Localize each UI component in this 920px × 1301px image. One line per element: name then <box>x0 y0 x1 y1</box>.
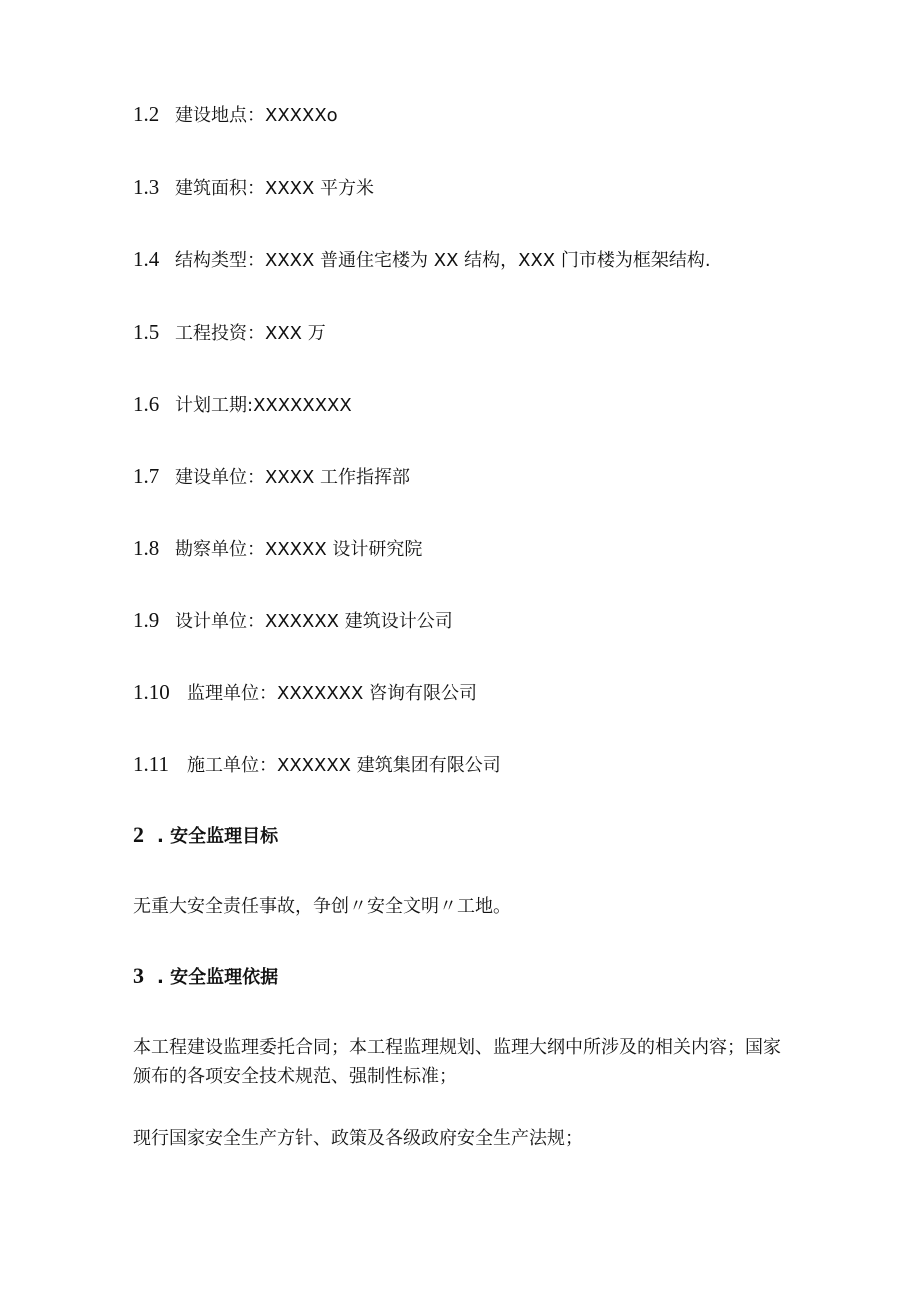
section-number: 2 <box>133 822 144 847</box>
item-1-2 <box>133 102 338 128</box>
item-text: 施工单位：XXXXXX 建筑集团有限公司 <box>187 755 501 776</box>
item-1-6 <box>133 392 352 418</box>
item-text: 计划工期:XXXXXXXX <box>175 395 352 416</box>
item-number: 1.10 <box>133 680 170 704</box>
item-number: 1.6 <box>133 392 160 416</box>
item-text: 设计单位：XXXXXX 建筑设计公司 <box>175 611 453 632</box>
item-1-9 <box>133 608 453 634</box>
section-number: 3 <box>133 963 144 988</box>
item-text: 勘察单位：XXXXX 设计研究院 <box>175 539 423 560</box>
item-1-5 <box>133 320 326 346</box>
item-text: 监理单位：XXXXXXX 咨询有限公司 <box>187 683 478 704</box>
item-text: 结构类型：XXXX 普通住宅楼为 XX 结构，XXX 门市楼为框架结构. <box>175 250 711 271</box>
item-1-11 <box>133 752 501 778</box>
item-number: 1.11 <box>133 752 169 776</box>
section-title: . 安全监理目标 <box>157 826 279 847</box>
item-number: 1.4 <box>133 247 160 271</box>
section-2-body: 无重大安全责任事故，争创〃安全文明〃工地。 <box>133 896 511 917</box>
item-1-7 <box>133 464 410 490</box>
item-number: 1.9 <box>133 608 160 632</box>
item-text: 工程投资：XXX 万 <box>175 323 326 344</box>
item-text: 建设地点：XXXXXo <box>175 105 338 126</box>
item-number: 1.8 <box>133 536 160 560</box>
item-number: 1.2 <box>133 102 160 126</box>
item-1-3 <box>133 175 374 201</box>
item-1-4 <box>133 247 711 273</box>
item-number: 1.7 <box>133 464 160 488</box>
item-number: 1.3 <box>133 175 160 199</box>
item-text: 建筑面积：XXXX 平方米 <box>175 178 375 199</box>
section-title: . 安全监理依据 <box>157 967 279 988</box>
section-3-heading <box>133 964 278 990</box>
item-text: 建设单位：XXXX 工作指挥部 <box>175 467 411 488</box>
section-3-paragraph-2: 现行国家安全生产方针、政策及各级政府安全生产法规； <box>133 1128 583 1149</box>
item-number: 1.5 <box>133 320 160 344</box>
item-1-10 <box>133 680 477 706</box>
section-2-heading <box>133 823 278 849</box>
section-3-paragraph-1: 本工程建设监理委托合同；本工程监理规划、监理大纲中所涉及的相关内容；国家颁布的各项安全技术规范、强制性标准； <box>133 1037 781 1087</box>
item-1-8 <box>133 536 422 562</box>
